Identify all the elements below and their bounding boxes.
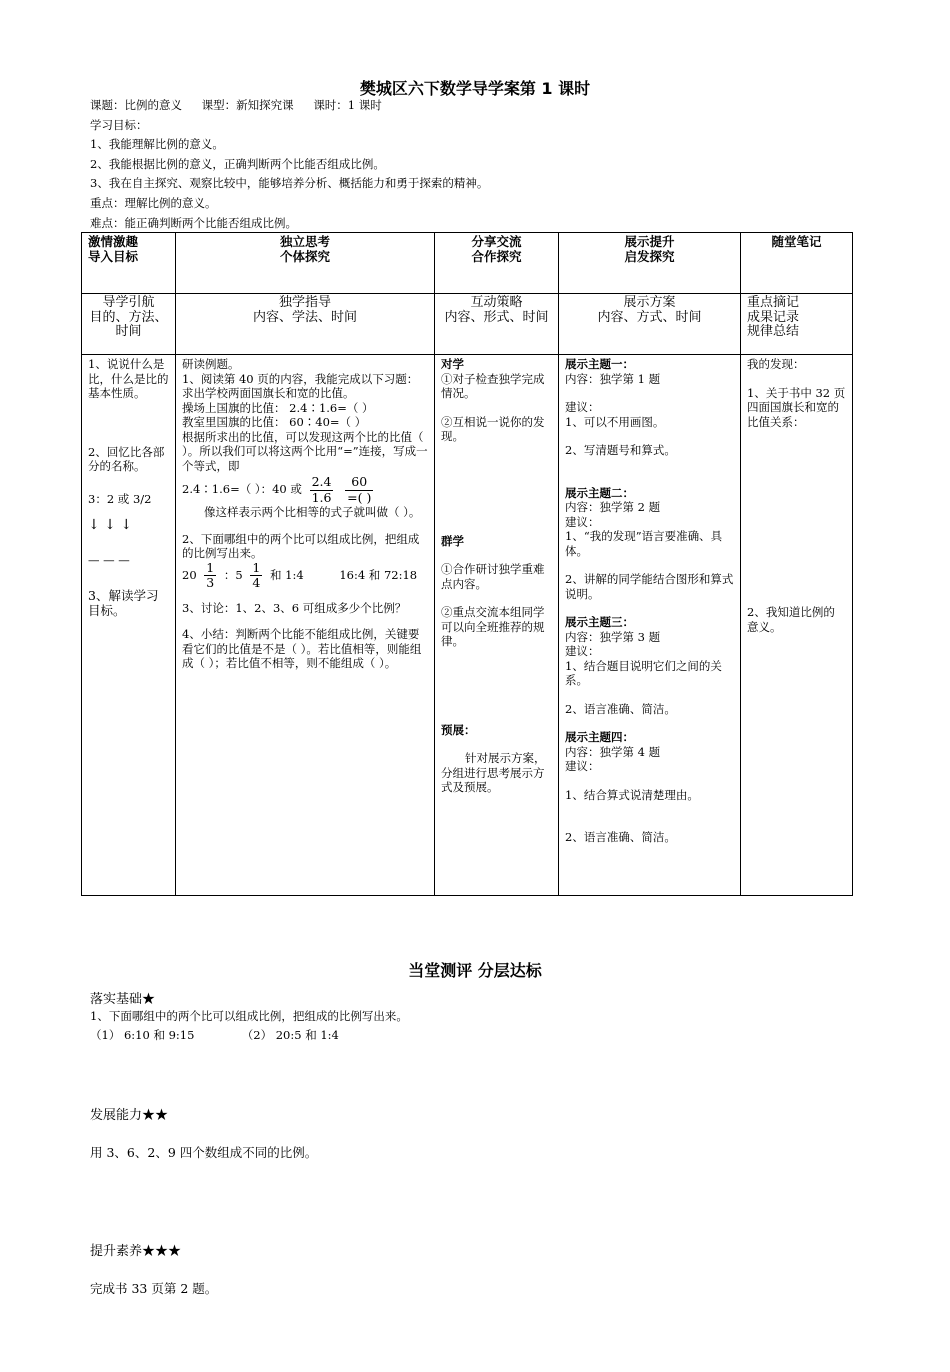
fraction-2-4-over-1-6: $\frac{2.4}{1.6}$ xyxy=(311,474,332,505)
question-1a: （1） 6:10 和 9:15 xyxy=(90,1028,195,1042)
header-col-3: 分享交流 合作探究 xyxy=(435,233,559,294)
goal-1: 1、我能理解比例的意义。 xyxy=(90,137,224,152)
header-col-5: 随堂笔记 xyxy=(741,233,853,294)
table-subheader-row xyxy=(82,294,853,355)
goals-label: 学习目标： xyxy=(90,117,148,132)
subheader-col-5: 重点摘记 成果记录 规律总结 xyxy=(741,294,853,355)
interaction-column: 对学 ①对子检查独学完成情况。 ②互相说一说你的发现。 群学 ①合作研讨独学重难点内容。 ②重点交流本组同学可以向全班推荐的规律。 预展： 针对展示方案，分组进行思考展示方式及预展。 xyxy=(435,355,559,896)
page-title: 樊城区六下数学导学案第 1 课时 xyxy=(359,79,591,98)
lesson-table xyxy=(81,232,853,896)
lesson-hours: 课时：1 课时 xyxy=(313,98,382,112)
subheader-col-3: 互动策略 内容、形式、时间 xyxy=(435,294,559,355)
notes-column: 我的发现： 1、关于书中 32 页四面国旗长和宽的比值关系： 2、我知道比例的意义。 xyxy=(741,355,853,896)
basic-level-label: 落实基础★ xyxy=(90,992,156,1007)
fraction-1-4: $\frac{1}{4}$ xyxy=(252,559,261,590)
goal-3: 3、我在自主探究、观察比较中，能够培养分析、概括能力和勇于探索的精神。 xyxy=(90,176,489,191)
lesson-meta xyxy=(90,96,488,116)
improve-level-label: 提升素养★★★ xyxy=(90,1244,182,1259)
lesson-info xyxy=(90,96,488,233)
guide-column: 1、说说什么是比，什么是比的基本性质。 2、回忆比各部分的名称。 3：2 或 3/2 ↓ ↓ ↓ — — — 3、解读学习目标。 xyxy=(82,355,176,896)
question-1: 1、下面哪组中的两个比可以组成比例，把组成的比例写出来。 xyxy=(90,1009,408,1023)
develop-level-label: 发展能力★★ xyxy=(90,1108,169,1123)
self-study-column: 研读例题。 1、阅读第 40 页的内容，我能完成以下习题：求出学校两面国旗长和宽的比值。 操场上国旗的比值： 2.4∶1.6=（ ） 教室里国旗的比值： 60∶40=（ ） 根据所求出的比值，可以发现这两个比的比值（ ）。所以我们可以将这两个比用“=”连接，写成一个等式，即 2.4∶1.6=（ ）：40 或 $\frac{2.4}{1.6}$ $\frac{60}{=( )}$ 像这样表示两个比相等的式子就叫做（ ）。 2、下面哪组中的两个比可以组成比例，把组成的比例写出来。 20 $\frac{1}{3}$ ：5 $\frac{1}{4}$ 和 1:4 16:4 和 72:18 3、讨论：1、2、3、6 可组成多少个比例？ 4、小结：判断两个比能不能组成比例，关键要看它们的比值是不是（ ）。若比值相等，则能组成（ ）；若比值不相等，则不能组成（ ）。 xyxy=(176,355,435,896)
fraction-60-over-blank: $\frac{60}{=( )}$ xyxy=(347,474,372,505)
lesson-topic: 课题：比例的意义 xyxy=(90,98,182,112)
header-col-1: 激情激趣 导入目标 xyxy=(82,233,176,294)
header-col-2: 独立思考 个体探究 xyxy=(176,233,435,294)
fraction-1-3: $\frac{1}{3}$ xyxy=(206,559,215,590)
blank-dashes: — — — xyxy=(88,552,130,567)
down-arrows: ↓ ↓ ↓ xyxy=(88,517,133,533)
difficulty-point: 难点：能正确判断两个比能否组成比例。 xyxy=(90,215,297,230)
presentation-column: 展示主题一： 内容：独学第 1 题 建议： 1、可以不用画图。 2、写清题号和算式。 展示主题二： 内容：独学第 2 题 建议： 1、“我的发现”语言要准确、具体。 2、讲解的同学能结合图形和算式说明。 展示主题三： 内容：独学第 3 题 建议： 1、结合题目说明它们之间的关系。 2、语言准确、简洁。 展示主题四： 内容：独学第 4 题 建议： 1、结合算式说清楚理由。 2、语言准确、简洁。 xyxy=(559,355,741,896)
subheader-col-1: 导学引航 目的、方法、 时间 xyxy=(82,294,176,355)
table-header-row xyxy=(82,233,853,294)
subheader-col-2: 独学指导 内容、学法、时间 xyxy=(176,294,435,355)
table-body-row xyxy=(82,355,853,896)
key-point: 重点：理解比例的意义。 xyxy=(90,195,217,210)
question-1-items xyxy=(90,1027,339,1043)
lesson-type: 课型：新知探究课 xyxy=(201,98,294,112)
assessment-title: 当堂测评 分层达标 xyxy=(408,961,542,980)
question-1b: （2） 20:5 和 1:4 xyxy=(241,1028,339,1042)
subheader-col-4: 展示方案 内容、方式、时间 xyxy=(559,294,741,355)
question-3: 完成书 33 页第 2 题。 xyxy=(90,1281,218,1296)
question-2: 用 3、6、2、9 四个数组成不同的比例。 xyxy=(90,1145,318,1160)
header-col-4: 展示提升 启发探究 xyxy=(559,233,741,294)
goal-2: 2、我能根据比例的意义，正确判断两个比能否组成比例。 xyxy=(90,156,385,171)
